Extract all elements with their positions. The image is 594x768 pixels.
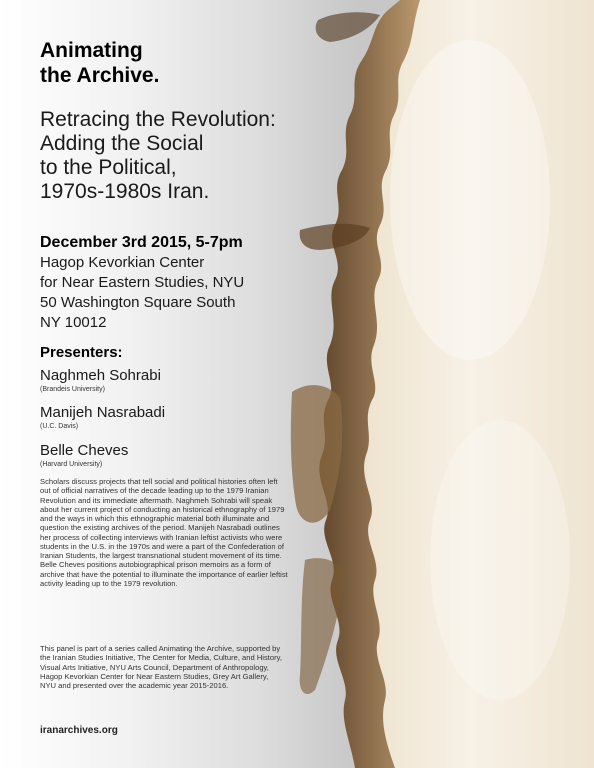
event-date-time: December 3rd 2015, 5-7pm <box>40 234 243 251</box>
event-title-line: 1970s-1980s Iran. <box>40 180 210 203</box>
event-title-line: to the Political, <box>40 156 177 179</box>
venue-line: NY 10012 <box>40 314 107 331</box>
series-title <box>40 38 300 88</box>
presenter-affiliation: (U.C. Davis) <box>40 423 79 430</box>
event-title <box>40 108 330 204</box>
event-title-line: Adding the Social <box>40 132 204 155</box>
event-title-line: Retracing the Revolution: <box>40 108 276 131</box>
presenter-naghmeh-sohrabi <box>40 367 300 394</box>
presenter-manijeh-nasrabadi <box>40 404 300 431</box>
presenter-name: Manijeh Nasrabadi <box>40 404 166 421</box>
venue-line: for Near Eastern Studies, NYU <box>40 274 245 291</box>
series-title-line: Animating <box>40 39 143 62</box>
venue-address <box>40 253 320 333</box>
presenter-name: Belle Cheves <box>40 442 129 459</box>
series-note: This panel is part of a series called Animating the Archive, supported by the Iranian Studies Initiative, The Center for Media, Culture, and History, Visual Arts Initiative, NYU Arts Council, Department of Anthropology, Hagop Kevorkian Center for Near Eastern Studies, Grey Art Gallery, NYU and presented over the academic year 2015-2016. <box>40 644 282 690</box>
presenter-affiliation: (Brandeis University) <box>40 386 105 393</box>
venue-line: Hagop Kevorkian Center <box>40 254 205 271</box>
presenters-heading: Presenters: <box>40 344 123 361</box>
presenter-belle-cheves <box>40 442 300 469</box>
presenter-affiliation: (Harvard University) <box>40 461 103 468</box>
venue-line: 50 Washington Square South <box>40 294 236 311</box>
website-link[interactable]: iranarchives.org <box>40 725 118 736</box>
event-description: Scholars discuss projects that tell social and political histories often left out of official narratives of the decade leading up to the 1979 Iranian Revolution and its immediate aftermath. Naghmeh Sohrabi will speak about her current project of conducting an historical ethnography of 1979 and the ways in which this ethnographic material both illuminate and question the existing archives of the period. Manijeh Nasrabadi outlines her process of collecting interviews with Iranian leftist activists who were students in the U.S. in the 1970s and were a part of the Confederation of Iranian Students, the largest transnational student movement of its time. Belle Cheves positions autobiographical prison memoirs as a form of archive that have the potential to illuminate the importance of earlier leftist activity leading up to the 1979 revolution. <box>40 477 288 588</box>
presenter-name: Naghmeh Sohrabi <box>40 367 161 384</box>
series-title-line: the Archive. <box>40 64 160 87</box>
